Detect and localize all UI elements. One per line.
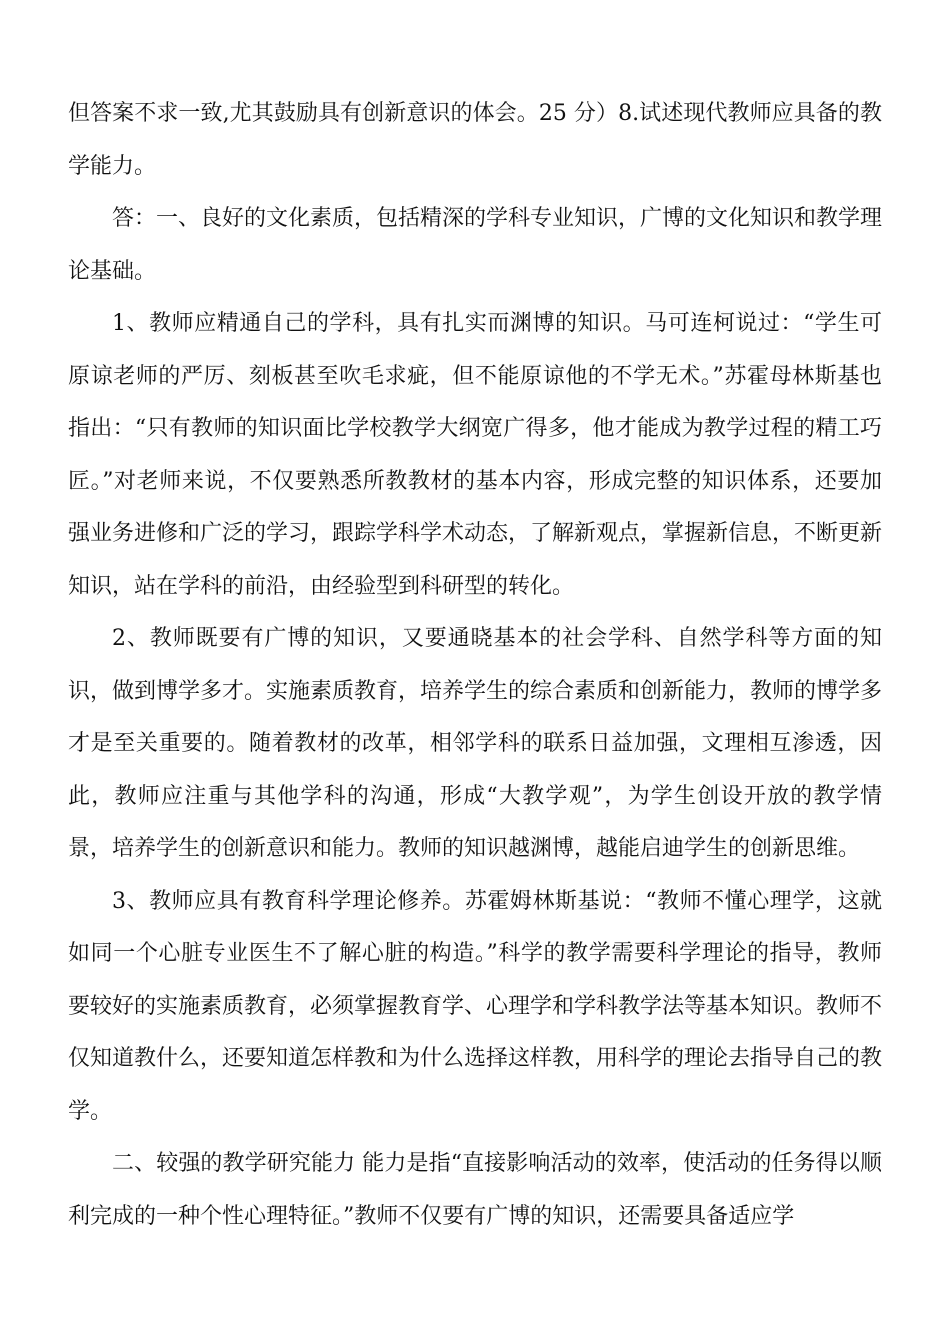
paragraph-point-1: 1、教师应精通自己的学科，具有扎实而渊博的知识。马可连柯说过：“学生可原谅老师的严厉、刻板甚至吹毛求疵，但不能原谅他的不学无术。”苏霍母林斯基也指出：“只有教师的知识面比学校教学大纲宽广得多，他才能成为教学过程的精工巧匠。”对老师来说，不仅要熟悉所教教材的基本内容，形成完整的知识体系，还要加强业务进修和广泛的学习，跟踪学科学术动态，了解新观点，掌握新信息，不断更新知识，站在学科的前沿，由经验型到科研型的转化。 xyxy=(68,311,883,599)
paragraph-point-3: 3、教师应具有教育科学理论修养。苏霍姆林斯基说：“教师不懂心理学，这就如同一个心脏专业医生不了解心脏的构造。”科学的教学需要科学理论的指导，教师要较好的实施素质教育，必须掌握教育学、心理学和学科教学法等基本知识。教师不仅知道教什么，还要知道怎样教和为什么选择这样教，用科学的理论去指导自己的教学。 xyxy=(68,888,883,1124)
paragraph-continuation: 但答案不求一致,尤其鼓励具有创新意识的体会。25 分）8.试述现代教师应具备的教学能力。 xyxy=(68,101,882,179)
paragraph-section-2: 二、较强的教学研究能力 能力是指“直接影响活动的效率，使活动的任务得以顺利完成的一种个性心理特征。”教师不仅要有广博的知识，还需要具备适应学 xyxy=(68,1151,882,1229)
paragraph-answer-intro: 答：一、良好的文化素质，包括精深的学科专业知识，广博的文化知识和教学理论基础。 xyxy=(68,206,883,284)
body-text xyxy=(68,88,882,1243)
paragraph-point-2: 2、教师既要有广博的知识，又要通晓基本的社会学科、自然学科等方面的知识，做到博学多才。实施素质教育，培养学生的综合素质和创新能力，教师的博学多才是至关重要的。随着教材的改革，相邻学科的联系日益加强，文理相互渗透，因此，教师应注重与其他学科的沟通，形成“大教学观”，为学生创设开放的教学情景，培养学生的创新意识和能力。教师的知识越渊博，越能启迪学生的创新思维。 xyxy=(68,626,883,861)
